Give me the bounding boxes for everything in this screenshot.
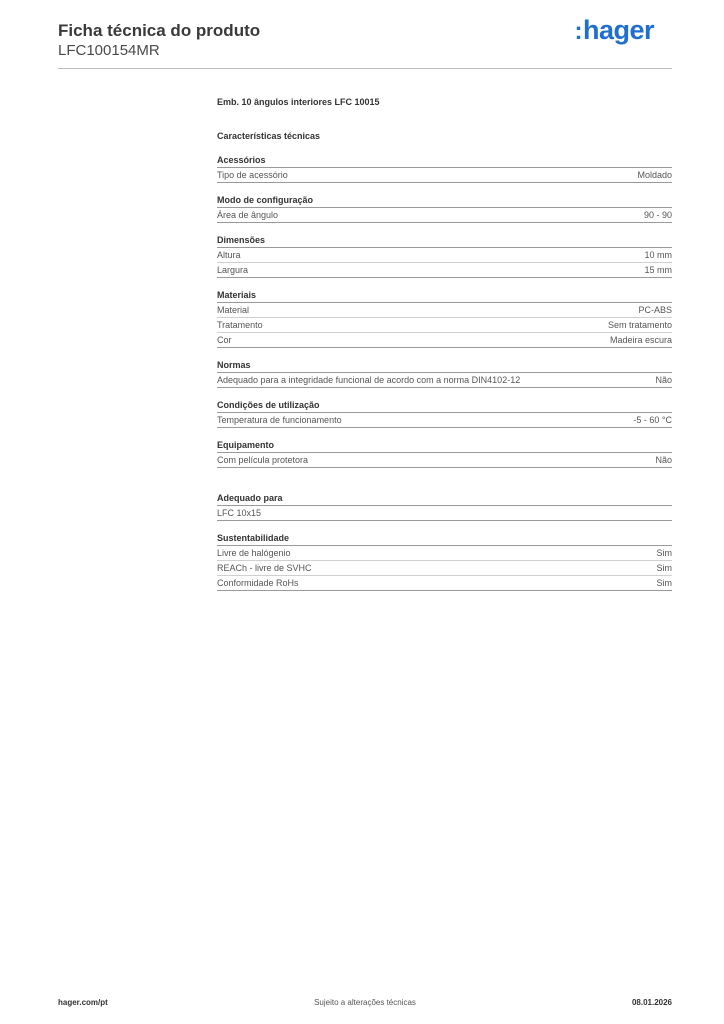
- spec-value: -5 - 60 °C: [633, 415, 672, 425]
- section-title: Acessórios: [217, 154, 672, 168]
- spec-row: [217, 318, 672, 333]
- spec-row: [217, 413, 672, 428]
- logo-text: hager: [582, 15, 654, 45]
- spec-label: LFC 10x15: [217, 508, 262, 518]
- section-title: Sustentabilidade: [217, 532, 672, 546]
- spec-row: [217, 208, 672, 223]
- spec-label: Área de ângulo: [217, 210, 279, 220]
- spec-section: [217, 439, 672, 468]
- document-header: [58, 20, 260, 60]
- spec-row: [217, 373, 672, 388]
- spec-content: [217, 95, 672, 591]
- spec-label: Conformidade RoHs: [217, 578, 299, 588]
- section-title: Equipamento: [217, 439, 672, 453]
- spec-row: [217, 576, 672, 591]
- spec-label: Material: [217, 305, 250, 315]
- spec-row: [217, 506, 672, 521]
- spec-label: Tipo de acessório: [217, 170, 288, 180]
- spec-value: Não: [655, 455, 672, 465]
- product-code: LFC100154MR: [58, 42, 160, 59]
- section-title: Normas: [217, 359, 672, 373]
- document-title: Ficha técnica do produto: [58, 21, 261, 40]
- footer-notice: Sujeito a alterações técnicas: [314, 998, 416, 1007]
- spec-row: [217, 453, 672, 468]
- spec-section: [217, 399, 672, 428]
- hager-logo: [574, 15, 654, 46]
- spec-section: [217, 492, 672, 521]
- section-title: Condições de utilização: [217, 399, 672, 413]
- spec-section: [217, 234, 672, 278]
- section-title: Adequado para: [217, 492, 672, 506]
- spec-row: [217, 333, 672, 348]
- spec-row: [217, 248, 672, 263]
- spec-label: Adequado para a integridade funcional de acordo com a norma DIN4102-12: [217, 375, 521, 385]
- spec-label: Tratamento: [217, 320, 263, 330]
- spec-value: Sim: [656, 548, 672, 558]
- product-name: Emb. 10 ângulos interiores LFC 10015: [217, 97, 380, 107]
- section-title: Modo de configuração: [217, 194, 672, 208]
- footer-website: hager.com/pt: [58, 998, 108, 1007]
- spec-value: 15 mm: [644, 265, 672, 275]
- spec-value: PC-ABS: [638, 305, 672, 315]
- spec-value: Sim: [656, 563, 672, 573]
- spec-row: [217, 303, 672, 318]
- spec-sections: [217, 154, 672, 591]
- spec-value: 90 - 90: [643, 210, 672, 220]
- spec-value: Sem tratamento: [607, 320, 672, 330]
- spec-value: Moldado: [637, 170, 672, 180]
- spec-section: [217, 532, 672, 591]
- spec-value: Madeira escura: [609, 335, 672, 345]
- spec-label: Cor: [217, 335, 232, 345]
- section-title: Materiais: [217, 289, 672, 303]
- spec-row: [217, 263, 672, 278]
- spec-value: 10 mm: [644, 250, 672, 260]
- spec-label: Livre de halógenio: [217, 548, 291, 558]
- section-title: Dimensões: [217, 234, 672, 248]
- spec-row: [217, 168, 672, 183]
- spec-heading: Características técnicas: [217, 131, 321, 141]
- spec-row: [217, 546, 672, 561]
- spec-value: Sim: [656, 578, 672, 588]
- spec-label: Largura: [217, 265, 249, 275]
- spec-label: Altura: [217, 250, 241, 260]
- spec-label: Temperatura de funcionamento: [217, 415, 342, 425]
- logo-colon-mark: :: [574, 18, 582, 45]
- spec-label: REACh - livre de SVHC: [217, 563, 312, 573]
- spec-label: Com película protetora: [217, 455, 309, 465]
- spec-section: [217, 154, 672, 183]
- spec-section: [217, 359, 672, 388]
- footer-date: 08.01.2026: [631, 998, 672, 1007]
- spec-section: [217, 194, 672, 223]
- header-divider: [58, 68, 672, 69]
- spec-section: [217, 289, 672, 348]
- spec-value: Não: [655, 375, 672, 385]
- spec-row: [217, 561, 672, 576]
